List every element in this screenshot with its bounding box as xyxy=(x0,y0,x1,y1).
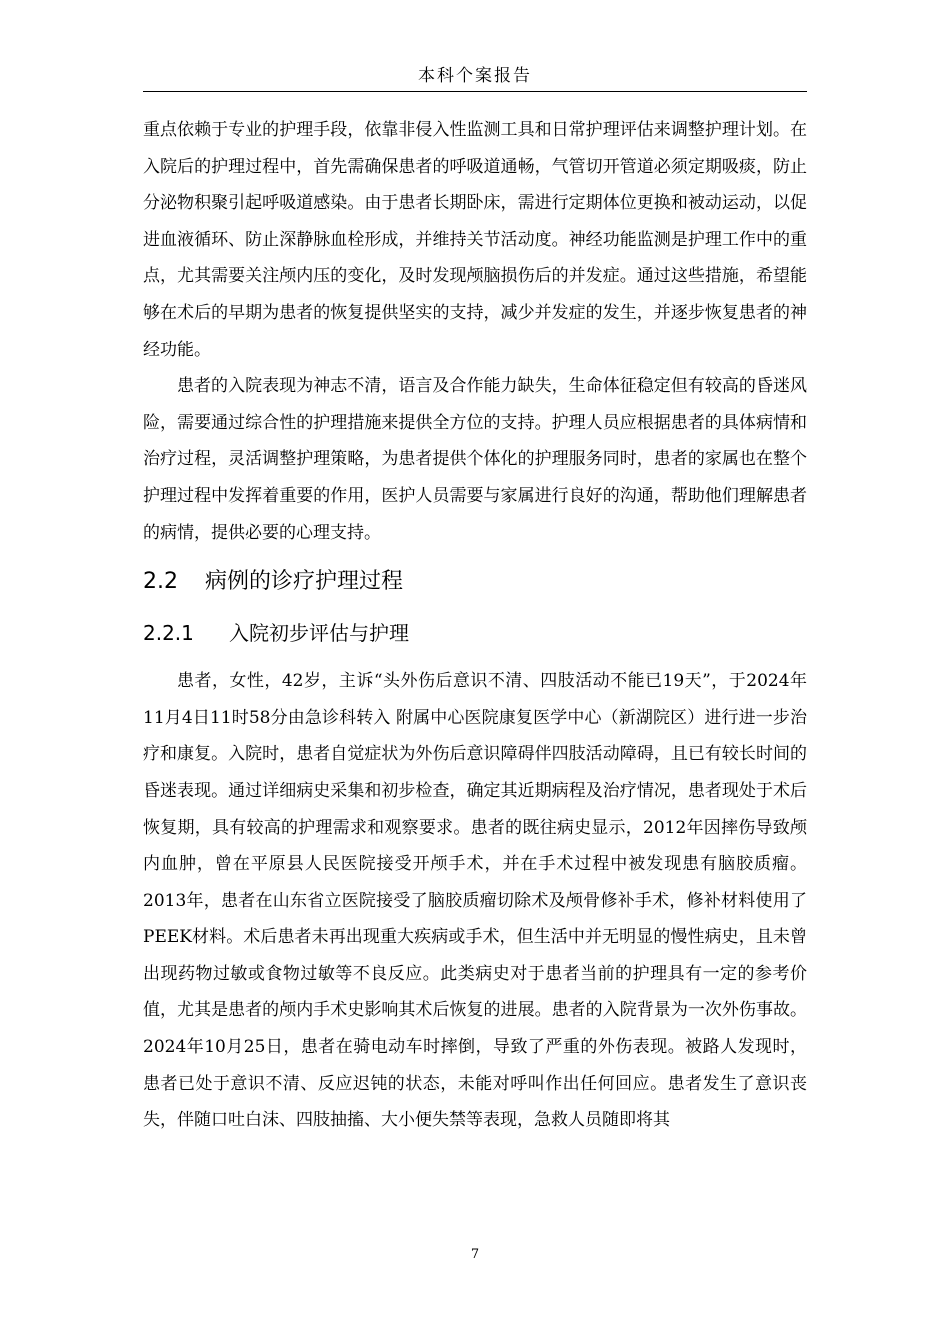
page-number: 7 xyxy=(470,1247,480,1262)
section-heading xyxy=(143,567,807,597)
body-paragraph-continued: 重点依赖于专业的护理手段，依靠非侵入性监测工具和日常护理评估来调整护理计划。在入院后的护理过程中，首先需确保患者的呼吸道通畅，气管切开管道必须定期吸痰，防止分泌物积聚引起呼吸道感染。由于患者长期卧床，需进行定期体位更换和被动运动，以促进血液循环、防止深静脉血栓形成，并维持关节活动度。神经功能监测是护理工作中的重点，尤其需要关注颅内压的变化，及时发现颅脑损伤后的并发症。通过这些措施，希望能够在术后的早期为患者的恢复提供坚实的支持，减少并发症的发生，并逐步恢复患者的神经功能。 xyxy=(143,120,807,360)
body-paragraph: 患者的入院表现为神志不清，语言及合作能力缺失，生命体征稳定但有较高的昏迷风险，需要通过综合性的护理措施来提供全方位的支持。护理人员应根据患者的具体病情和治疗过程，灵活调整护理策略，为患者提供个体化的护理服务同时，患者的家属也在整个护理过程中发挥着重要的作用，医护人员需要与家属进行良好的沟通，帮助他们理解患者的病情，提供必要的心理支持。 xyxy=(143,376,807,543)
subsection-heading xyxy=(143,619,807,647)
subsection-number: 2.2.1 xyxy=(143,621,194,646)
header-divider xyxy=(143,91,807,92)
section-title: 病例的诊疗护理过程 xyxy=(205,569,404,595)
page-body xyxy=(143,112,807,1139)
section-number: 2.2 xyxy=(143,569,178,595)
page-header-title: 本科个案报告 xyxy=(418,66,532,86)
body-paragraph: 患者，女性，42岁，主诉“头外伤后意识不清、四肢活动不能已19天”，于2024年11月4日11时58分由急诊科转入 附属中心医院康复医学中心（新湖院区）进行进一步治疗和康复。入院时，患者自觉症状为外伤后意识障碍伴四肢活动障碍，且已有较长时间的昏迷表现。通过详细病史采集和初步检查，确定其近期病程及治疗情况，患者现处于术后恢复期，具有较高的护理需求和观察要求。患者的既往病史显示，2012年因摔伤导致颅内血肿，曾在平原县人民医院接受开颅手术，并在手术过程中被发现患有脑胶质瘤。2013年，患者在山东省立医院接受了脑胶质瘤切除术及颅骨修补手术，修补材料使用了PEEK材料。术后患者未再出现重大疾病或手术，但生活中并无明显的慢性病史，且未曾出现药物过敏或食物过敏等不良反应。此类病史对于患者当前的护理具有一定的参考价值，尤其是患者的颅内手术史影响其术后恢复的进展。患者的入院背景为一次外伤事故。2024年10月25日，患者在骑电动车时摔倒，导致了严重的外伤表现。被路人发现时，患者已处于意识不清、反应迟钝的状态，未能对呼叫作出任何回应。患者发生了意识丧失，伴随口吐白沫、四肢抽搐、大小便失禁等表现，急救人员随即将其 xyxy=(143,671,807,1131)
subsection-title: 入院初步评估与护理 xyxy=(229,621,409,646)
